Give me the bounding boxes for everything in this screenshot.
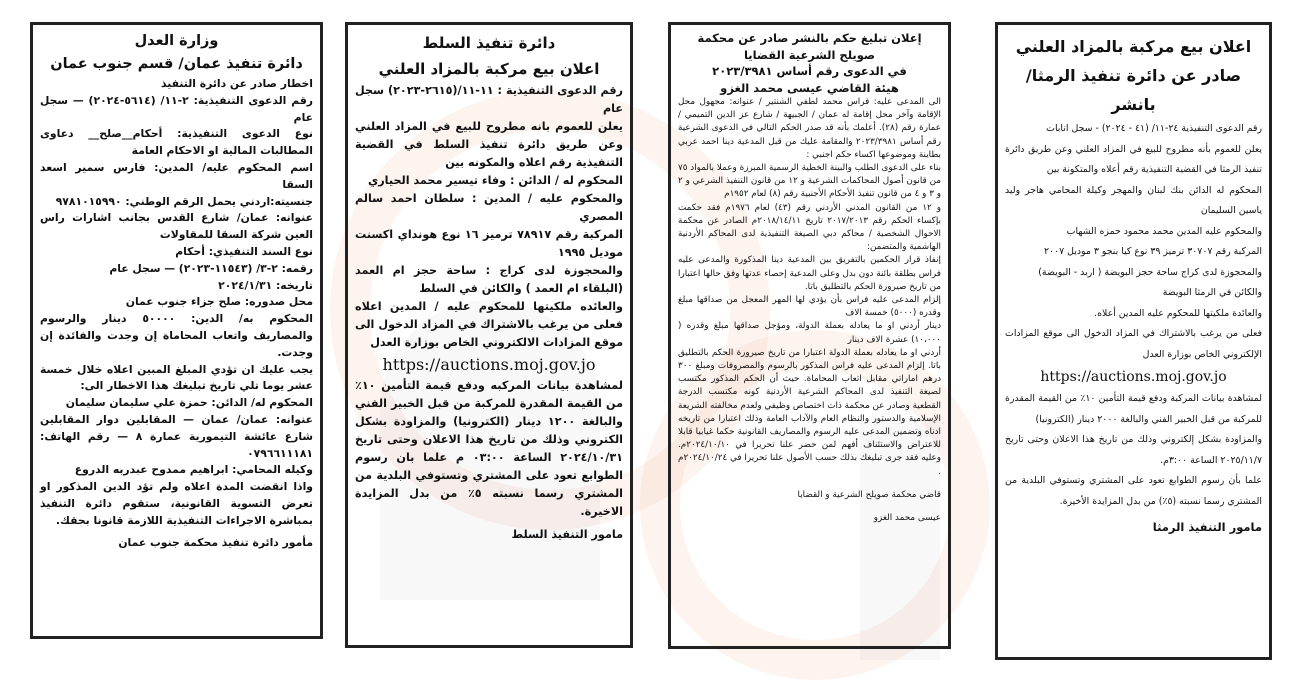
notice-paragraph: الى المدعى عليه: فراس محمد لطفي الشنتير / عنوانه: مجهول محل الإقامة وآخر محل إقامة له عمان / الجبيهة / شارع عز الدين التميمي / عمارة رقم (٢٨). أعلمك بأنه قد صدر الحكم التالي في الدعوى الشرعية رقم أساس ٢٠٢٣/٣٩٨١ والمقامة عليك من قبل المدعية دينا احمد عربي بطاينة وموضوعها اكساء حكم اجنبي : — [678, 97, 941, 160]
notice-paragraph: والمحكوم عليه المدين محمد محمود حمزه الشهاب — [1066, 225, 1262, 237]
notice-paragraph: رقم الدعوى التنفيذية : ١١-١١/(٢٦١٥-٢٠٢٣) سجل عام — [355, 84, 623, 115]
notice-paragraph: والعائده ملكيتها للمحكوم عليه / المدين اعلاه فعلى من يرغب بالاشتراك في المزاد الدخول الى موقع المزادات الالكتروني الخاص بوزارة العدل — [355, 300, 623, 349]
auction-url-link[interactable]: https://auctions.moj.gov.jo — [1040, 369, 1227, 385]
notice-paragraph: عنوانه: عمان/ عمان — المقابلين دوار المقابلين شارع عائشة التيمورية عمارة ٨ — رقم الهاتف: ٠٧٩٦٦١١١٨١ — [40, 412, 314, 460]
notice-paragraph: والمحكوم عليه / المدين : سلطان احمد سالم المصري — [355, 192, 623, 223]
notice-title: وزارة العدل — [134, 33, 219, 49]
notice-paragraph: رقم الدعوى التنفيذية: ٢-١١/ (٥٦١٤-٢٠٢٤) — سجل عام — [40, 93, 313, 124]
notice-paragraph: واذا انقضت المدة اعلاه ولم تؤد الدين المذكور او تعرض التسوية القانونية، ستقوم دائرة التنفيذ بمباشرة الاجراءات التنفيذية اللازمة قانونا بحقك. — [40, 480, 313, 527]
notice-paragraph: فعلى من يرغب بالاشتراك في المزاد الدخول الى موقع المزادات الإلكتروني الخاص بوزارة العدل — [1005, 328, 1262, 360]
notice-title: دائرة تنفيذ عمان/ قسم جنوب عمان — [50, 56, 303, 72]
notice-paragraph: نوع السند التنفيذي: أحكام — [175, 244, 313, 258]
notice-paragraph: المركبة رقم ٧٨٩١٧ ترميز ١٦ نوع هونداي اكسنت موديل ١٩٩٥ — [355, 228, 624, 259]
notice-ramtha-execution-auction — [995, 22, 1272, 660]
notice-signature: مامور التنفيذ السلط — [511, 528, 623, 541]
notice-paragraph: يعلن للعموم بأنه مطروح للبيع في المزاد العلني وعن طريق دائرة تنفيذ الرمثا في القضية التنفيذية رقم أعلاه والمتكونة بين — [1005, 143, 1262, 175]
notice-title: إعلان تبليغ حكم بالنشر صادر عن محكمة صويلح الشرعية القضايا — [697, 31, 922, 62]
notice-title: في الدعوى رقم أساس ٢٠٢٣/٣٩٨١ — [712, 64, 907, 78]
notice-title: اعلان بيع مركبة بالمزاد العلني — [378, 60, 600, 78]
notice-salt-execution-auction — [345, 22, 633, 648]
notice-paragraph: والمزاودة بشكل إلكتروني وذلك من تاريخ هذا الاعلان وحتى تاريخ ٢٠٢٥/١١/٧ الساعة ٣:٠٠م. — [1005, 434, 1262, 466]
notice-paragraph: المحكوم له/ الدائن: حمزة علي سليمان سليمان — [65, 396, 313, 410]
notice-paragraph: لمشاهدة بيانات المركبه ودفع قيمة التأمين ١٠٪ من القيمة المقدرة للمركبة من قبل الخبير الفني والبالغة ١٢٠٠ دينار (الكترونيا) والمزاودة بشكل الكتروني وذلك من تاريخ هذا الاعلان وحتى تاريخ ٢٠٢٤/١٠/٣١ الساعة ٠٣:٠٠ م علما بان رسوم الطوابع تعود على المشتري وتستوفي البلدية من المشتري رسما نسبته ٥٪ من بدل المزايدة الاخيرة. — [355, 379, 624, 518]
notice-paragraph: والمحجوزة لدى كراج ساحة حجز البويضة ( اربد - البويضة) — [1038, 266, 1262, 278]
notice-paragraph: يجب عليك ان تؤدي المبلغ المبين اعلاه خلال خمسة عشر يوما تلي تاريخ تبليغك هذا الاخطار الى: — [40, 362, 313, 393]
notice-paragraph: والكائن في الرمثا البويضة — [1162, 287, 1262, 298]
notice-signature: عيسى محمد الغزو — [873, 513, 941, 524]
notice-paragraph: محل صدوره: صلح جزاء جنوب عمان — [125, 295, 313, 309]
notice-paragraph: رقم الدعوى التنفيذية ٢٤-١١/ (٤١ - ٢٠٢٤) - سجل انابات — [1046, 123, 1262, 134]
notice-paragraph: علما بأن رسوم الطوابع تعود على المشتري وتستوفي البلدية من المشتري رسما نسبته (٥٪) من بدل المزايدة الأخيرة. — [1005, 475, 1262, 507]
notice-paragraph: أردني او ما يعادله بعملة الدولة اعتبارا من تاريخ صيرورة الحكم بالتطليق باتا. إلزام المدعى عليه فراس المذكور بالرسوم والمصروفات ومبلغ ٣٠٠ درهم اماراتي مقابل اتعاب المحاماة. حيث أن الحكم المذكور مكتسب لصيغة التنفيذ لدى المحاكم الشرعية الأردنية كونه مكتسب الدرجة القطعية وصادر عن محكمة ذات اختصاص وظيفي ولعدم مخالفته الشريعة الإسلامية والدستور والنظام العام والآداب العامة وذلك اعتبارا من تاريخه ادناه وتضمين المدعى عليه الرسوم والمصاريف القانونية حكما غيابيا قابلا للاعتراض والاستئناف أفهم لمن حضر علنا تحريرا في ٢٠٢٤/١٠/١٠م. وعليه فقد جرى تبليغك بذلك حسب الأصول علنا تحريرا في ٢٠٢٤/١٠/٢٤م . — [678, 347, 941, 477]
notice-paragraph: المركبة رقم ٣٠٧٠٧ ترميز ٣٩ نوع كيا بنجو ٣ موديل ٢٠٠٧ — [1044, 246, 1262, 257]
notice-paragraph: عنوانه: عمان/ شارع القدس بجانب اشارات راس العين شركة السقا للمقاولات — [40, 211, 313, 242]
notice-title: دائرة تنفيذ السلط — [422, 34, 556, 52]
notice-paragraph: اسم المحكوم عليه/ المدين: فارس سمير اسعد السقا — [40, 160, 313, 191]
auction-url-link[interactable]: https://auctions.moj.gov.jo — [382, 355, 596, 374]
notice-paragraph: اخطار صادر عن دائرة التنفيذ — [160, 77, 313, 90]
notice-paragraph: يعلن للعموم بانه مطروح للبيع في المزاد العلني وعن طريق دائرة تنفيذ السلط في القضية التنفيذية رقم اعلاه والمكونه بين — [355, 120, 623, 169]
notice-paragraph: المحكوم به/ الدين: ٥٠٠٠٠ دينار والرسوم والمصاريف واتعاب المحاماة إن وجدت والفائدة إن وجدت. — [40, 312, 313, 359]
notice-paragraph: دينار أردني او ما يعادله بعملة الدولة، ومؤجل صداقها مبلغ وقدره ( ١٠،٠٠٠) عشرة الاف دينار — [678, 321, 941, 345]
notice-paragraph: لمشاهدة بيانات المركبة ودفع قيمة التأمين ١٠٪ من القيمة المقدرة للمركبة من قبل الخبير الفني والبالغة ٢٠٠٠ دينار (الكترونيا) — [1005, 393, 1262, 425]
notice-signature: قاضي محكمة صويلح الشرعية و القضايا — [797, 489, 941, 500]
notice-paragraph: تاريخه: ٢٠٢٤/١/٣١ — [218, 278, 313, 292]
notice-suwaileh-sharia-court — [668, 22, 951, 649]
notice-paragraph: بناء على الدعوى الطلب والبينة الخطية الرسمية المبرزة وعملا بالمواد ٧٥ من قانون أصول المحاكمات الشرعية و ١٢ من قانون التنفيذ الشرعي و ٢ و ٣ و ٤ من قانون تنفيذ الأحكام الأجنبية رقم (٨) لعام ١٩٥٢م — [678, 163, 941, 200]
notice-paragraph: نوع الدعوى التنفيذية: أحكام__صلح__ دعاوى المطالبات المالية او الاحكام العامة — [40, 127, 313, 158]
notice-title: هيئة القاضي عيسى محمد الغزو — [720, 80, 899, 95]
notice-title: اعلان بيع مركبة بالمزاد العلني — [1015, 37, 1252, 56]
notice-paragraph: و ١٢ من القانون المدني الأردني رقم (٤٣) لعام ١٩٧٦م فقد حكمت بإكساء الحكم رقم ٢٠١٧/٢٠١٣ تاريخ ٢٠١٨/١٤/١١م الصادر عن محكمة الاحوال الشخصية / محاكم دبي الصيغة التنفيذية لدى المحاكم الأردنية الهاشمية والمتضمن: — [678, 202, 941, 253]
notice-ministry-justice-south-amman — [30, 22, 323, 639]
notice-signature: مامور التنفيذ الرمثا — [1152, 520, 1262, 534]
notice-paragraph: المحكوم له / الدائن : وفاء تيسير محمد الحياري — [367, 174, 623, 187]
notice-paragraph: إلزام المدعى عليه فراس بأن يؤدي لها المهر المعجل من صداقها مبلغ وقدره (٥٠٠٠) خمسة الاف — [678, 295, 941, 319]
notice-paragraph: إنفاذ قرار الحكمين بالتفريق بين المدعية دينا المذكورة والمدعى عليه فراس بطلقة بائنة دون بدل وعلى المدعية إحصاء عدتها وفق حالها اعتبارا من تاريخ صيرورة الحكم بالتطليق باتا. — [678, 255, 941, 292]
notice-title: صادر عن دائرة تنفيذ الرمثا/ — [1025, 66, 1242, 85]
notice-paragraph: والعائدة ملكيتها للمحكوم عليه المدين أعلاه. — [1094, 307, 1262, 319]
notice-signature: مأمور دائرة تنفيذ محكمة جنوب عمان — [118, 535, 313, 549]
notice-title: بانشر — [1111, 95, 1156, 114]
notice-paragraph: وكيله المحامي: ابراهيم ممدوح عبدربه الدروع — [74, 463, 313, 477]
notice-paragraph: رقمه: ٢-٣/ (١١٥٤٣-٢٠٢٣) — سجل عام — [109, 261, 313, 275]
notice-paragraph: جنسيته:اردني يحمل الرقم الوطني: ٩٧٨١٠١٥٩٩٠ — [55, 194, 313, 208]
notice-paragraph: المحكوم له الدائن بنك لبنان والمهجر وكيلة المحامي هاجر وليد ياسين السليمان — [1005, 184, 1262, 216]
notice-paragraph: والمحجوزة لدى كراج : ساحة حجز ام العمد (البلقاء ام العمد ) والكائن في السلط — [355, 264, 623, 295]
